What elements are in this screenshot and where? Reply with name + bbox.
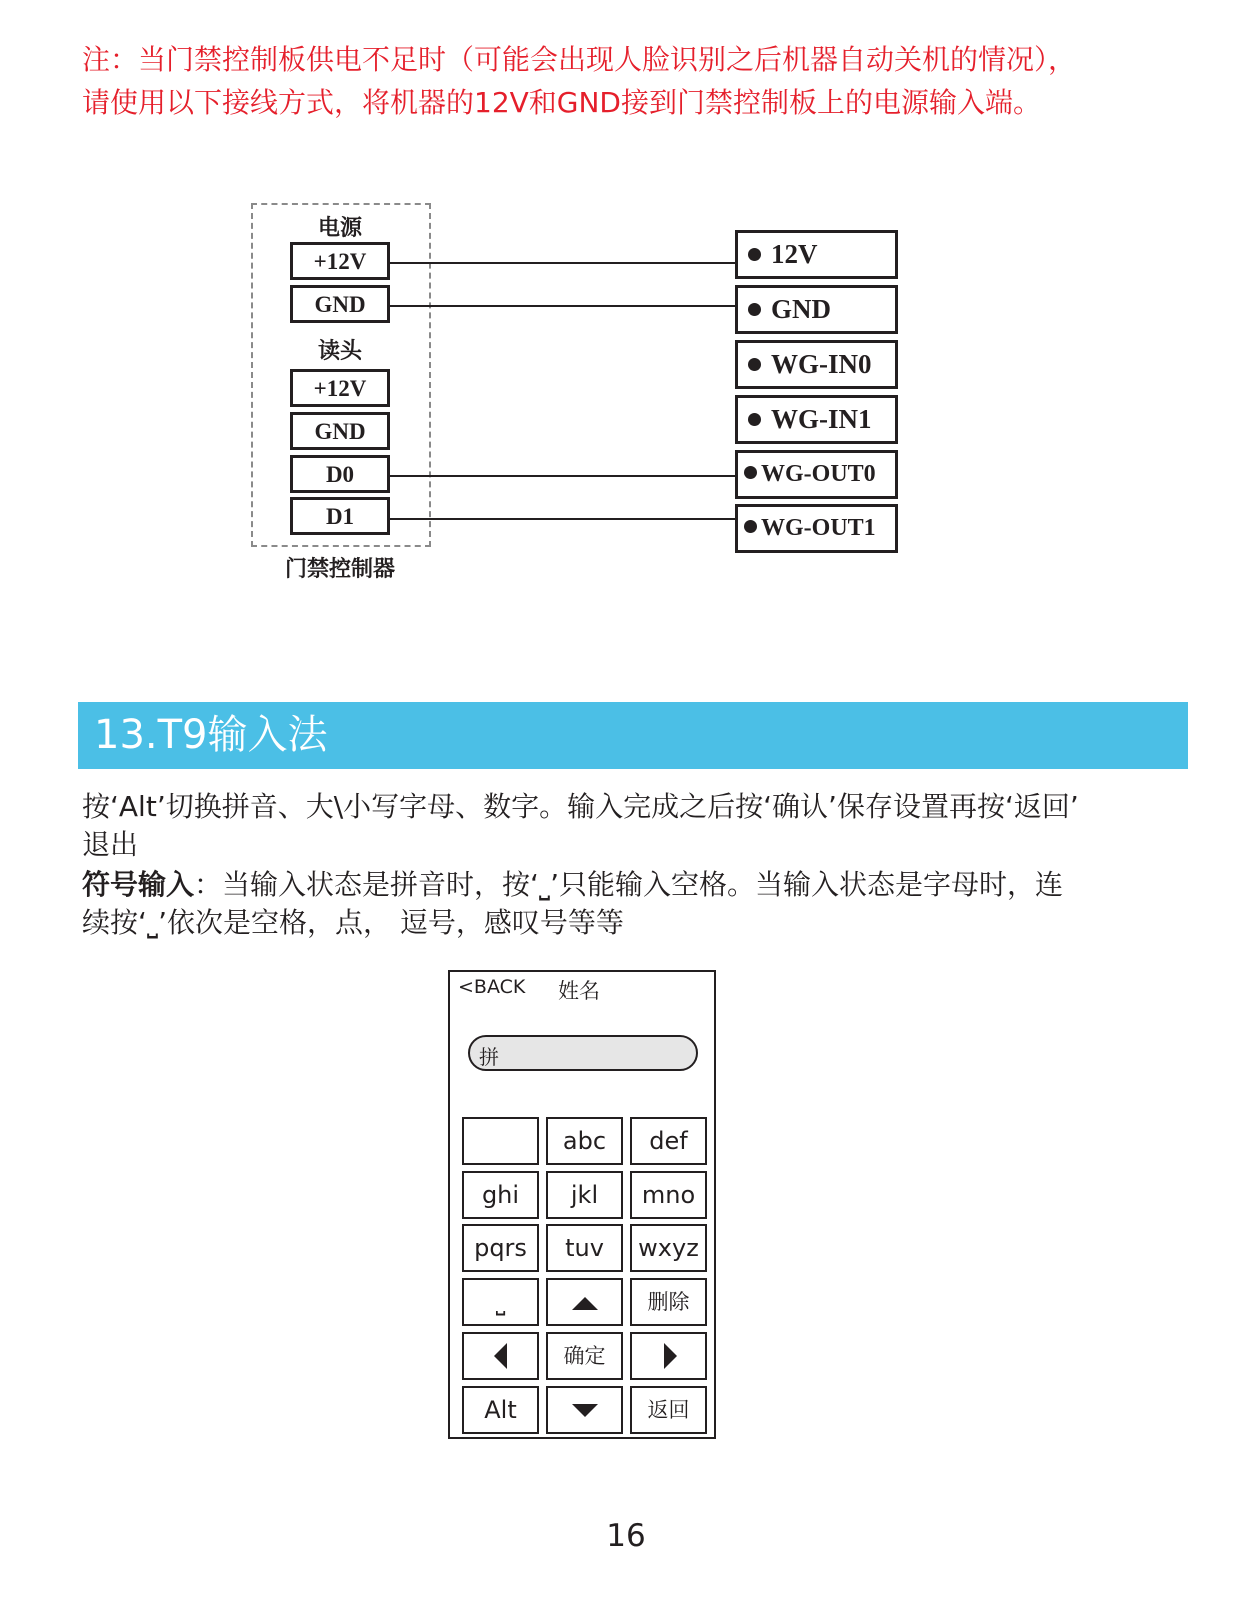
name-input[interactable] (468, 1035, 698, 1071)
right-terminal-label: WG-OUT1 (761, 515, 876, 541)
section-title: 13.T9输入法 (94, 712, 328, 758)
left-terminal-d0: D0 (290, 455, 390, 493)
key-jkl[interactable]: jkl (546, 1171, 623, 1219)
wire-d1 (390, 518, 735, 520)
right-terminal-label: WG-OUT0 (761, 461, 876, 487)
chevron-left-icon: < (458, 976, 474, 998)
right-terminal-label: 12V (771, 239, 818, 269)
bullet-icon (748, 413, 761, 426)
right-terminal-label: WG-IN0 (771, 349, 872, 379)
key-delete[interactable]: 删除 (630, 1278, 707, 1326)
key-def[interactable]: def (630, 1117, 707, 1165)
key-tuv[interactable]: tuv (546, 1224, 623, 1272)
right-terminal-gnd (735, 285, 898, 334)
symbol-input-instructions (82, 866, 1192, 942)
right-terminal-wg-in0 (735, 340, 898, 389)
left-terminal-power-gnd: GND (290, 285, 390, 323)
key-right[interactable] (630, 1332, 707, 1380)
note-line-2: 请使用以下接线方式，将机器的12V和GND接到门禁控制板上的电源输入端。 (82, 86, 1041, 119)
paragraph-line: 续按‘⎵’依次是空格，点， 逗号，感叹号等等 (82, 906, 624, 939)
left-terminal-d1: D1 (290, 497, 390, 535)
wire-d0 (390, 475, 735, 477)
right-terminal-wg-in1 (735, 395, 898, 444)
right-terminal-wg-out1 (735, 504, 898, 553)
key-down[interactable] (546, 1386, 623, 1434)
bullet-icon (748, 358, 761, 371)
triangle-left-icon (464, 1334, 537, 1378)
key-pqrs[interactable]: pqrs (462, 1224, 539, 1272)
reader-group-label: 读头 (317, 338, 362, 364)
input-mode-indicator: 拼 (479, 1045, 499, 1069)
left-terminal-power-12v: +12V (290, 242, 390, 280)
wire-gnd (390, 305, 735, 307)
left-terminal-reader-12v: +12V (290, 369, 390, 407)
key-space[interactable]: ⎵ (462, 1278, 539, 1326)
right-terminal-wg-out0 (735, 450, 898, 499)
section-header (78, 702, 1188, 769)
triangle-right-icon (632, 1334, 705, 1378)
bullet-icon (744, 466, 757, 479)
back-button[interactable] (458, 976, 525, 998)
key-up[interactable] (546, 1278, 623, 1326)
power-group-label: 电源 (317, 215, 362, 241)
paragraph-line: 按‘Alt’切换拼音、大\小写字母、数字。输入完成之后按‘确认’保存设置再按‘返回’ (82, 790, 1079, 823)
controller-caption: 门禁控制器 (284, 556, 395, 582)
paragraph-line (82, 866, 1192, 904)
key-1[interactable] (462, 1117, 539, 1165)
key-wxyz[interactable]: wxyz (630, 1224, 707, 1272)
alt-instructions (82, 788, 1192, 864)
wire-12v (390, 262, 735, 264)
bullet-icon (744, 520, 757, 533)
right-terminal-label: WG-IN1 (771, 404, 872, 434)
triangle-up-icon (548, 1280, 621, 1324)
right-terminal-label: GND (771, 294, 831, 324)
key-confirm[interactable]: 确定 (546, 1332, 623, 1380)
screen-title: 姓名 (558, 979, 600, 1003)
back-label: BACK (473, 976, 526, 998)
page-number: 16 (606, 1518, 646, 1554)
symbol-input-heading: 符号输入 (82, 868, 195, 901)
note-line-1: 注：当门禁控制板供电不足时（可能会出现人脸识别之后机器自动关机的情况）， (82, 43, 1077, 76)
bullet-icon (748, 248, 761, 261)
key-left[interactable] (462, 1332, 539, 1380)
left-terminal-reader-gnd: GND (290, 412, 390, 450)
t9-input-screen (448, 970, 716, 1439)
key-ghi[interactable]: ghi (462, 1171, 539, 1219)
triangle-down-icon (548, 1388, 621, 1432)
paragraph-text: ：当输入状态是拼音时，按‘⎵’只能输入空格。当输入状态是字母时，连 (194, 868, 1064, 901)
right-terminal-12v (735, 230, 898, 279)
bullet-icon (748, 303, 761, 316)
key-abc[interactable]: abc (546, 1117, 623, 1165)
key-mno[interactable]: mno (630, 1171, 707, 1219)
paragraph-line: 退出 (82, 828, 139, 861)
key-alt[interactable]: Alt (462, 1386, 539, 1434)
key-return[interactable]: 返回 (630, 1386, 707, 1434)
warning-note (82, 38, 1192, 124)
